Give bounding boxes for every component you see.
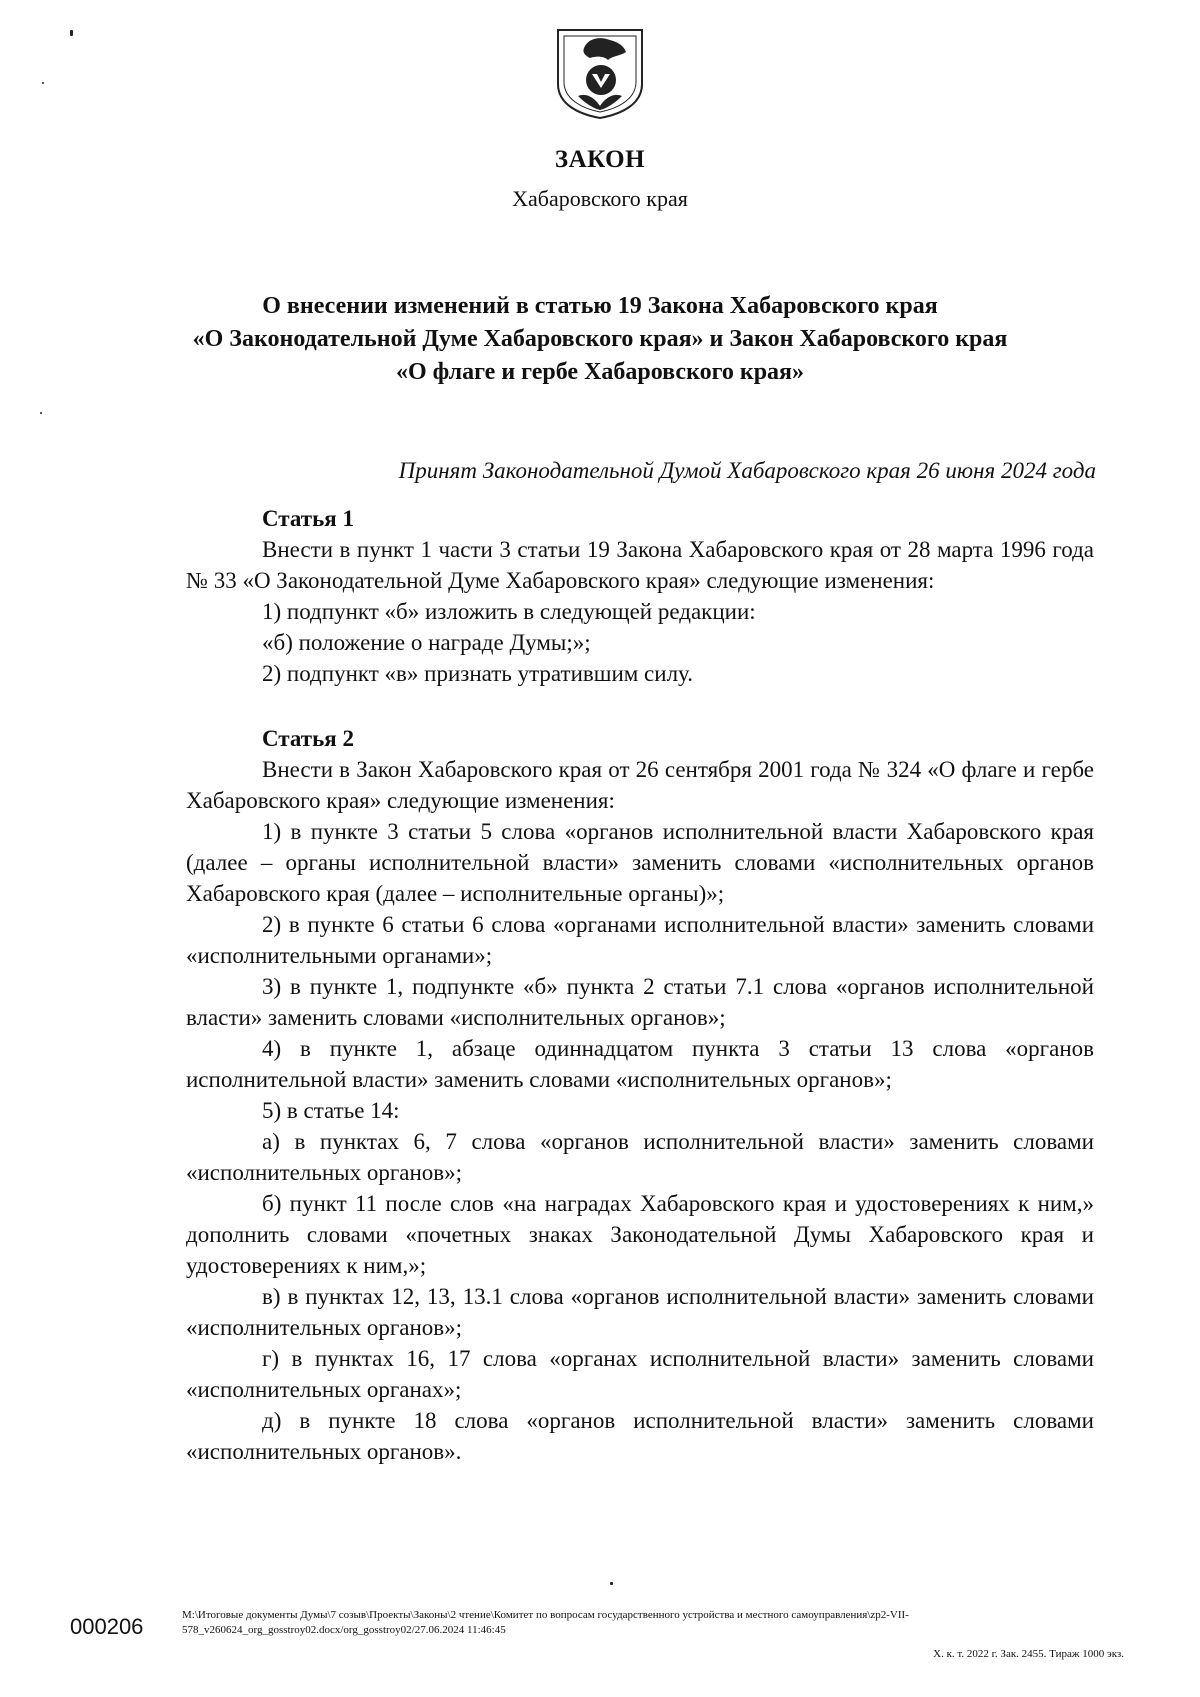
article-title: Статья 2	[262, 726, 354, 751]
article-item: 1) подпункт «б» изложить в следующей редакции:	[262, 599, 756, 624]
document-number: 000206	[70, 1614, 144, 1639]
article-item: 1) в пункте 3 статьи 5 слова «органов исполнительной власти Хабаровского края (далее – органы исполнительной власти» заменить словами «исполнительных органов Хабаровского края (далее – исполнительные органы)»;	[186, 819, 1094, 906]
scan-speck	[42, 82, 44, 84]
scan-speck	[610, 1582, 613, 1585]
article-title: Статья 1	[262, 506, 354, 531]
article-item: б) пункт 11 после слов «на наградах Хабаровского края и удостоверениях к ним,» дополнить словами «почетных знаках Законодательной Думы Хабаровского края и удостоверениях к ним,»;	[186, 1191, 1094, 1278]
article-item: г) в пунктах 16, 17 слова «органах исполнительной власти» заменить словами «исполнительных органах»;	[186, 1346, 1094, 1402]
law-title: ЗАКОН	[554, 146, 646, 173]
heading-line: «О Законодательной Думе Хабаровского края» и Закон Хабаровского края	[192, 326, 1008, 352]
article-item: д) в пункте 18 слова «органов исполнительной власти» заменить словами «исполнительных органов».	[186, 1408, 1094, 1464]
scan-speck	[40, 412, 42, 414]
heading-line: «О флаге и гербе Хабаровского края»	[395, 359, 805, 385]
article-1	[186, 503, 1094, 689]
article-item: 3) в пункте 1, подпункте «б» пункта 2 статьи 7.1 слова «органов исполнительной власти» заменить словами «исполнительных органов»;	[186, 974, 1094, 1030]
print-info: Х. к. т. 2022 г. Зак. 2455. Тираж 1000 экз.	[933, 1648, 1124, 1660]
article-item: 2) подпункт «в» признать утратившим силу.	[262, 661, 694, 686]
article-item: «б) положение о награде Думы;»;	[262, 630, 591, 655]
article-2	[186, 723, 1094, 1467]
scan-speck	[70, 30, 73, 36]
file-path: M:\Итоговые документы Думы\7 созыв\Проекты\Законы\2 чтение\Комитет по вопросам государственного устройства и местного самоуправления\zp2-VII-578_v260624_org_gosstroy02.docx/org_gosstroy02/27.06.2024 11:46:45	[182, 1609, 909, 1636]
article-item: в) в пунктах 12, 13, 13.1 слова «органов исполнительной власти» заменить словами «исполнительных органов»;	[186, 1284, 1094, 1340]
article-intro: Внести в пункт 1 части 3 статьи 19 Закона Хабаровского края от 28 марта 1996 года № 33 «О Законодательной Думе Хабаровского края» следующие изменения:	[186, 537, 1094, 593]
article-item: а) в пунктах 6, 7 слова «органов исполнительной власти» заменить словами «исполнительных органов»;	[186, 1129, 1094, 1185]
heading-line: О внесении изменений в статью 19 Закона Хабаровского края	[262, 293, 938, 319]
article-item: 4) в пункте 1, абзаце одиннадцатом пункта 3 статьи 13 слова «органов исполнительной власти» заменить словами «исполнительных органов»;	[186, 1036, 1094, 1092]
adoption-note: Принят Законодательной Думой Хабаровского края 26 июня 2024 года	[398, 458, 1096, 483]
law-heading	[0, 290, 1200, 389]
article-item: 2) в пункте 6 статьи 6 слова «органами исполнительной власти» заменить словами «исполнительными органами»;	[186, 912, 1094, 968]
coat-of-arms-emblem	[554, 26, 646, 120]
article-item: 5) в статье 14:	[262, 1098, 400, 1123]
article-intro: Внести в Закон Хабаровского края от 26 сентября 2001 года № 324 «О флаге и гербе Хабаровского края» следующие изменения:	[186, 757, 1094, 813]
law-subtitle: Хабаровского края	[512, 186, 688, 211]
